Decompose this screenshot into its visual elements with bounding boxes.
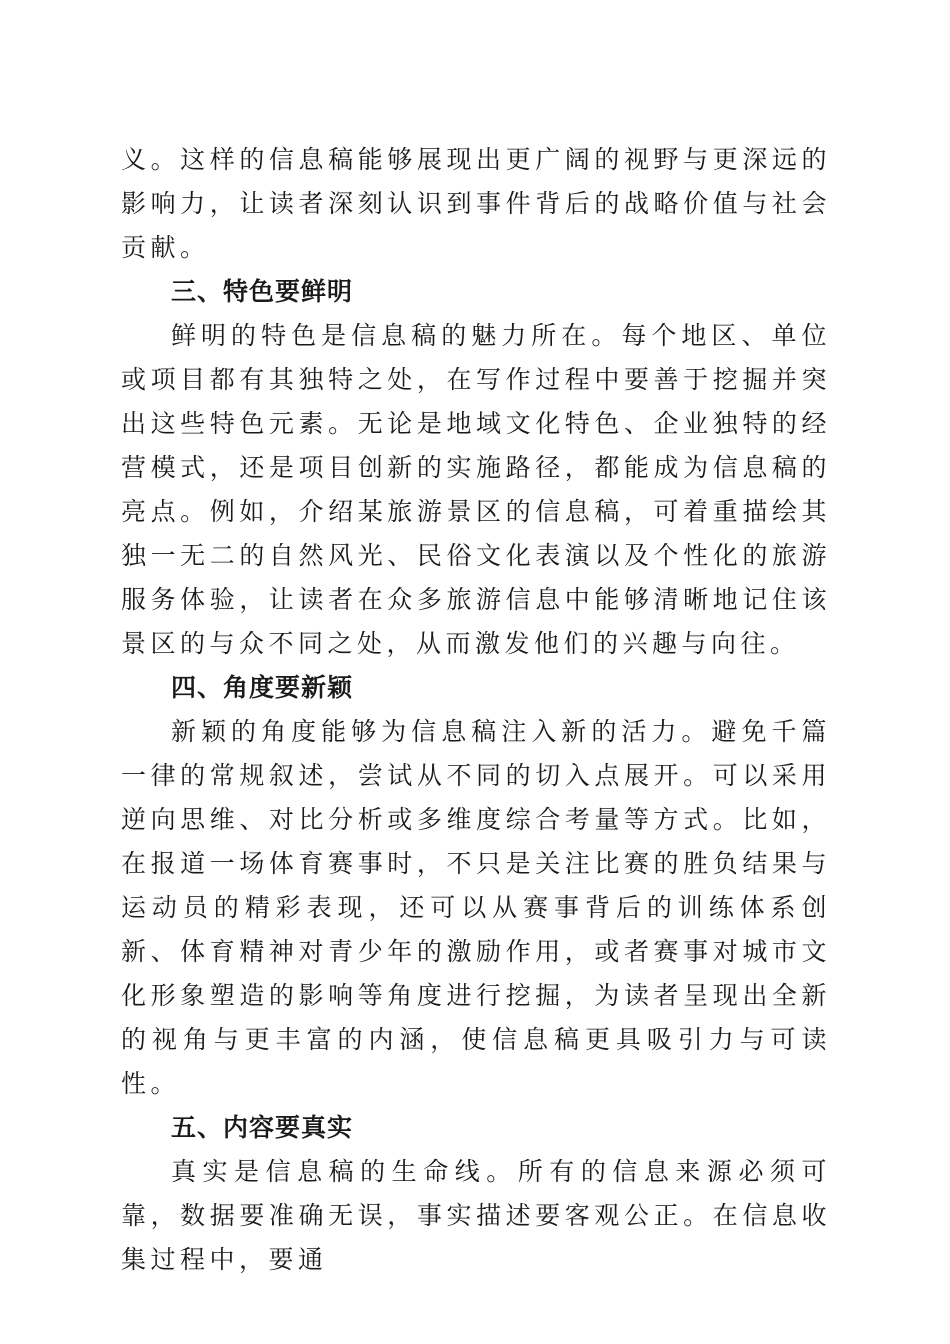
section-body-truth: 真实是信息稿的生命线。所有的信息来源必须可靠，数据要准确无误，事实描述要客观公正。在信息收集过程中，要通 (121, 1157, 831, 1274)
section-heading-angle: 四、角度要新颖 (171, 673, 354, 702)
section-heading-truth: 五、内容要真实 (171, 1113, 354, 1142)
continuation-paragraph: 义。这样的信息稿能够展现出更广阔的视野与更深远的影响力，让读者深刻认识到事件背后的战略价值与社会贡献。 (121, 145, 831, 262)
section-heading-features: 三、特色要鲜明 (171, 277, 354, 306)
section-body-features: 鲜明的特色是信息稿的魅力所在。每个地区、单位或项目都有其独特之处，在写作过程中要善于挖掘并突出这些特色元素。无论是地域文化特色、企业独特的经营模式，还是项目创新的实施路径，都能成为信息稿的亮点。例如，介绍某旅游景区的信息稿，可着重描绘其独一无二的自然风光、民俗文化表演以及个性化的旅游服务体验，让读者在众多旅游信息中能够清晰地记住该景区的与众不同之处，从而激发他们的兴趣与向往。 (121, 321, 831, 658)
document-page (121, 138, 831, 1282)
section-body-angle: 新颖的角度能够为信息稿注入新的活力。避免千篇一律的常规叙述，尝试从不同的切入点展开。可以采用逆向思维、对比分析或多维度综合考量等方式。比如，在报道一场体育赛事时，不只是关注比赛的胜负结果与运动员的精彩表现，还可以从赛事背后的训练体系创新、体育精神对青少年的激励作用，或者赛事对城市文化形象塑造的影响等角度进行挖掘，为读者呈现出全新的视角与更丰富的内涵，使信息稿更具吸引力与可读性。 (121, 717, 831, 1098)
